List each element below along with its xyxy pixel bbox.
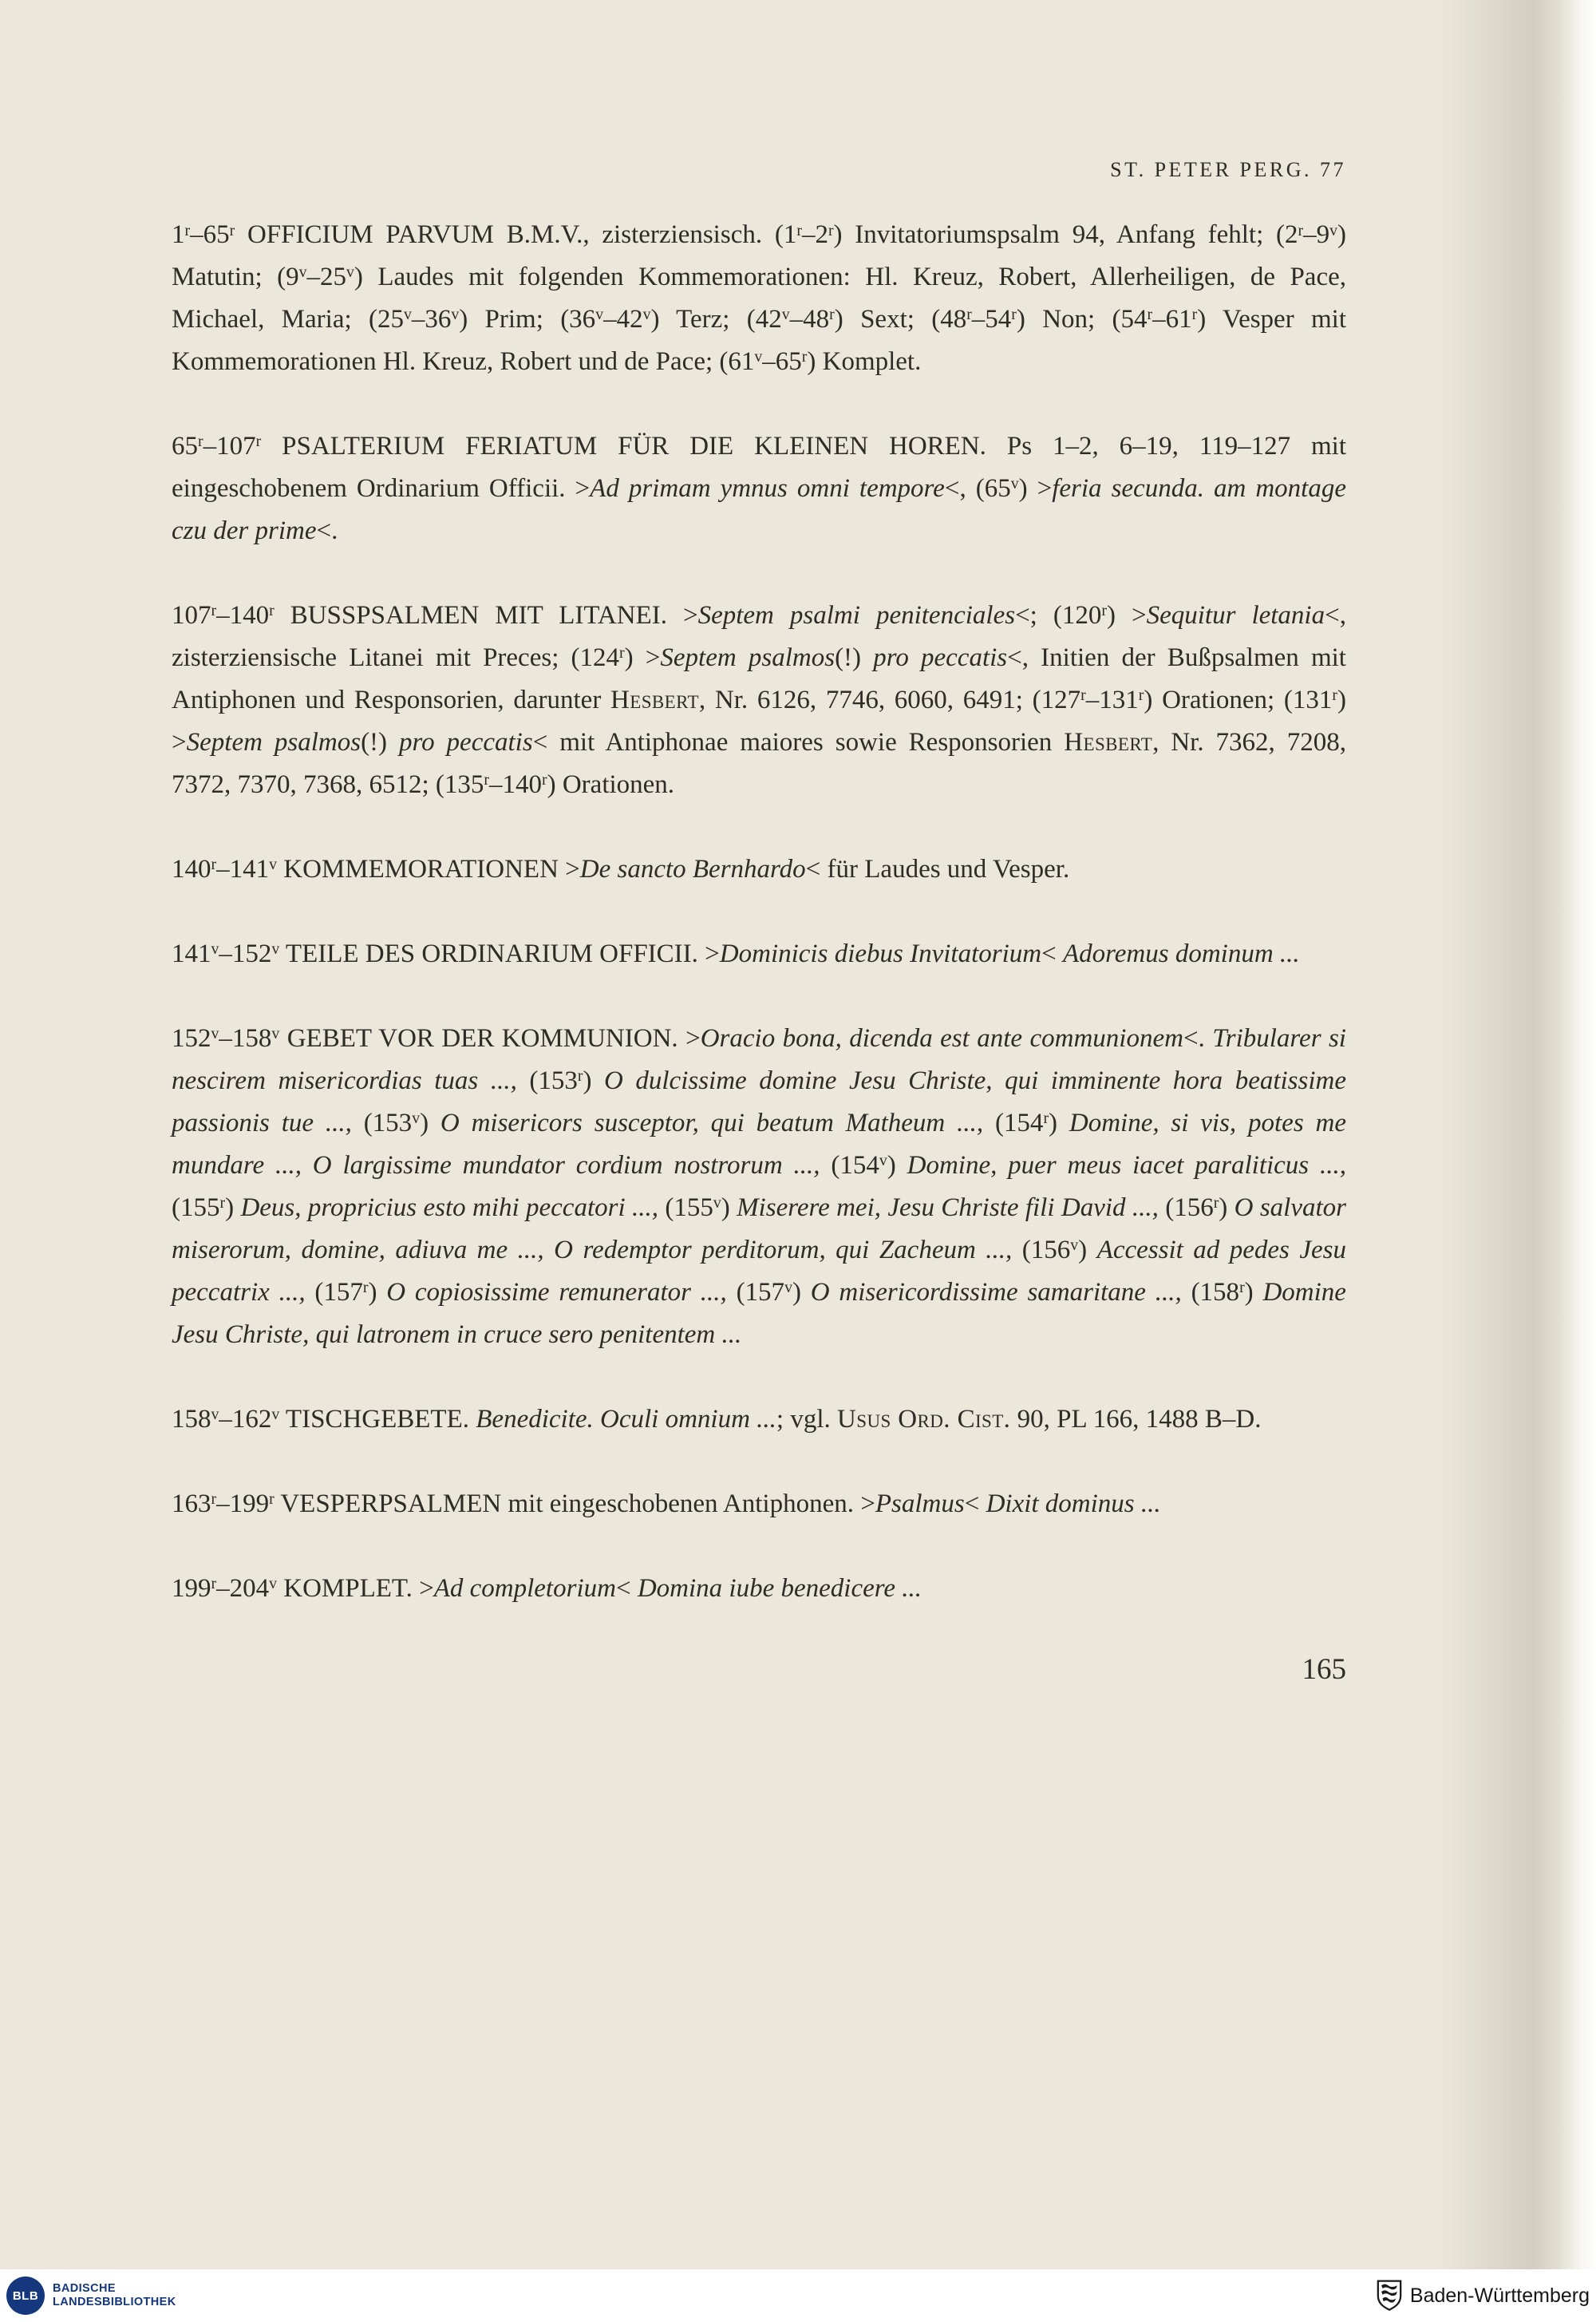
blb-logo-text: [53, 2282, 176, 2309]
blb-logo-icon: BLB: [6, 2277, 45, 2315]
blb-logo[interactable]: [6, 2277, 176, 2315]
paragraph: 107$^r$–140$^r$ BUSSPSALMEN MIT LITANEI. >Septem psalmi penitenciales<; $(120^r)$ >Sequitur letania<, zisterziensische Litanei mit Preces; $(124^r)$ >Septem psalmos(!) pro peccatis<, Initien der Bußpsalmen mit Antiphonen und Responsorien, darunter Hesbert, Nr. 6126, 7746, 6060, 6491; (127$^r$–131$^r$) Orationen; $(131^r)$ >Septem psalmos(!) pro peccatis< mit Antiphonae maiores sowie Responsorien Hesbert, Nr. 7362, 7208, 7372, 7370, 7368, 6512; (135$^r$–140$^r$) Orationen.: [172, 600, 1346, 799]
blb-logo-line2: LANDESBIBLIOTHEK: [53, 2296, 176, 2308]
baden-wuerttemberg-logo[interactable]: [1376, 2280, 1590, 2312]
paragraph: 163$^r$–199$^r$ VESPERPSALMEN mit eingeschobenen Antiphonen. >Psalmus< Dixit dominus ...: [172, 1489, 1161, 1518]
baden-wuerttemberg-label: Baden-Württemberg: [1409, 2284, 1590, 2307]
paragraph: 199$^r$–204$^v$ KOMPLET. >Ad completorium< Domina iube benedicere ...: [172, 1573, 922, 1603]
paragraph: 152$^v$–158$^v$ GEBET VOR DER KOMMUNION. >Oracio bona, dicenda est ante communionem<. Tribularer si nescirem misericordias tuas ..., (153$^r$) O dulcissime domine Jesu Christe, qui imminente hora beatissime passionis tue ..., (153$^v$) O misericors susceptor, qui beatum Matheum ..., (154$^r$) Domine, si vis, potes me mundare ..., O largissime mundator cordium nostrorum ..., (154$^v$) Domine, puer meus iacet paraliticus ..., (155$^r$) Deus, propricius esto mihi peccatori ..., (155$^v$) Miserere mei, Jesu Christe fili David ..., (156$^r$) O salvator miserorum, domine, adiuva me ..., O redemptor perditorum, qui Zacheum ..., (156$^v$) Accessit ad pedes Jesu peccatrix ..., (157$^r$) O copiosissime remunerator ..., (157$^v$) O misericordissime samaritane ..., (158$^r$) Domine Jesu Christe, qui latronem in cruce sero penitentem ...: [172, 1023, 1347, 1349]
paragraph: 65$^r$–107$^r$ PSALTERIUM FERIATUM FÜR DIE KLEINEN HOREN. Ps 1–2, 6–19, 119–127 mit eingeschobenem Ordinarium Officii. >Ad primam ymnus omni tempore<, $(65^v)$ >feria secunda. am montage czu der prime<.: [172, 431, 1346, 545]
document-paragraphs: [172, 214, 1346, 1610]
coat-of-arms-icon: [1376, 2280, 1403, 2312]
running-header: ST. PETER PERG. 77: [1110, 158, 1346, 181]
paragraph: 140$^r$–141$^v$ KOMMEMORATIONEN >De sancto Bernhardo< für Laudes und Vesper.: [172, 854, 1070, 884]
viewer-footer: [0, 2269, 1596, 2322]
paragraph: 158$^v$–162$^v$ TISCHGEBETE. Benedicite. Oculi omnium ...; vgl. Usus Ord. Cist. 90, PL 166, 1488 B–D.: [172, 1404, 1262, 1434]
page-number: 165: [1302, 1652, 1346, 1686]
paragraph: 141$^v$–152$^v$ TEILE DES ORDINARIUM OFFICII. >Dominicis diebus Invitatorium< Adoremus dominum ...: [172, 939, 1300, 968]
paragraph: 1$^r$–65$^r$ OFFICIUM PARVUM B.M.V., zisterziensisch. (1$^r$–2$^r$) Invitatoriumspsalm 94, Anfang fehlt; (2$^r$–9$^v$) Matutin; (9$^v$–25$^v$) Laudes mit folgenden Kommemorationen: Hl. Kreuz, Robert, Allerheiligen, de Pace, Michael, Maria; (25$^v$–36$^v$) Prim; (36$^v$–42$^v$) Terz; (42$^v$–48$^r$) Sext; (48$^r$–54$^r$) Non; (54$^r$–61$^r$) Vesper mit Kommemorationen Hl. Kreuz, Robert und de Pace; (61$^v$–65$^r$) Komplet.: [172, 220, 1347, 376]
blb-logo-line1: BADISCHE: [53, 2281, 116, 2295]
